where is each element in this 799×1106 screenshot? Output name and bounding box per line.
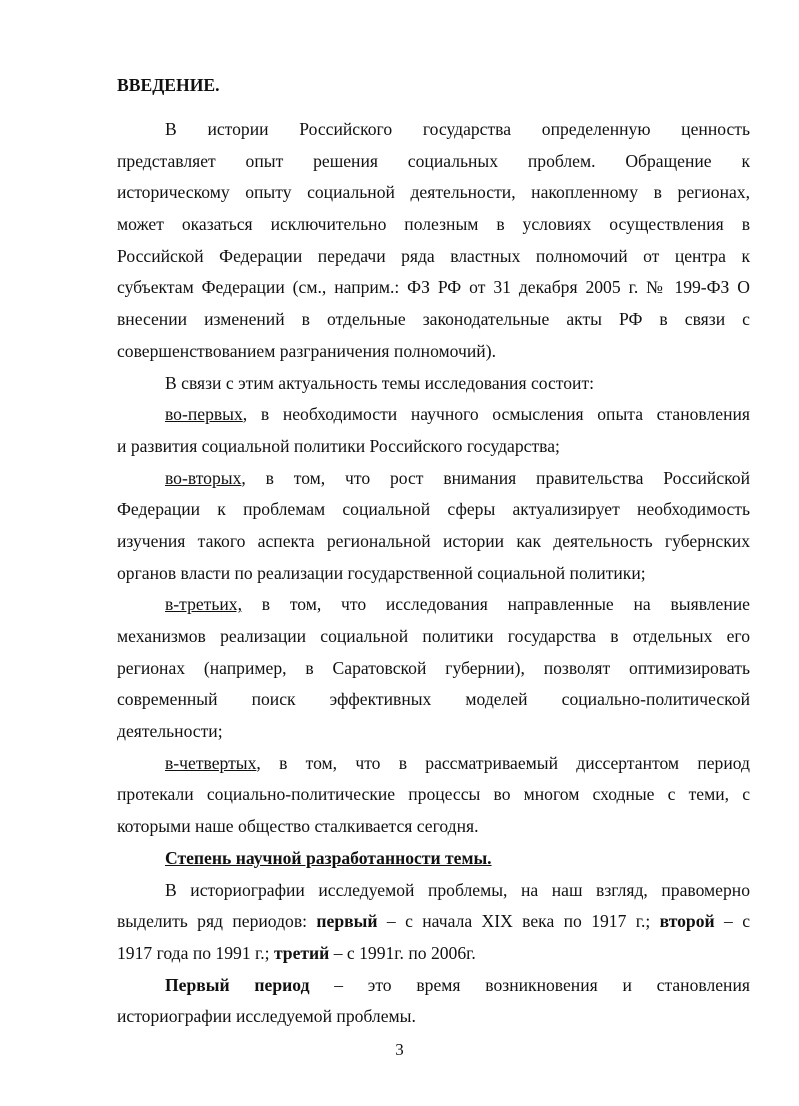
text-line <box>117 779 750 811</box>
text-line <box>117 241 750 273</box>
text-segment: историческому опыту социальной деятельности, накопленному в регионах, <box>117 182 750 203</box>
text-segment: которыми наше общество сталкивается сегодня. <box>117 816 479 837</box>
text-line <box>117 1001 750 1033</box>
text-segment: , в том, что рост внимания правительства Российской <box>241 467 750 488</box>
text-segment: – с начала XIX века по 1917 г.; <box>377 911 660 932</box>
text-segment: В историографии исследуемой проблемы, на наш взгляд, правомерно <box>165 879 750 900</box>
text-line <box>117 494 750 526</box>
text-segment: историографии исследуемой проблемы. <box>117 1006 416 1027</box>
text-line <box>117 336 750 368</box>
text-line <box>117 843 750 875</box>
text-segment: – с <box>714 911 750 932</box>
text-line <box>117 716 750 748</box>
bold-text: Первый период <box>165 974 310 995</box>
text-line <box>117 177 750 209</box>
bold-text: третий <box>273 942 330 963</box>
text-segment: Федерации к проблемам социальной сферы актуализирует необходимость <box>117 499 750 520</box>
text-segment: субъектам Федерации (см., наприм.: ФЗ РФ от 31 декабря 2005 г. № 199-ФЗ О <box>117 277 750 298</box>
page-body <box>117 72 750 1033</box>
text-line <box>117 621 750 653</box>
text-segment: деятельности; <box>117 721 223 742</box>
text-segment: механизмов реализации социальной политики государства в отдельных его <box>117 626 750 646</box>
text-segment: В связи с этим актуальность темы исследования состоит: <box>165 372 595 393</box>
bold-text: второй <box>659 911 715 932</box>
section-title: ВВЕДЕНИЕ. <box>117 75 220 95</box>
text-line <box>117 875 750 907</box>
text-segment: 1917 года по 1991 г.; <box>117 942 274 963</box>
underlined-text: Степень научной разработанности темы. <box>165 847 492 868</box>
underlined-text: во-первых <box>165 404 243 425</box>
text-segment: может оказаться исключительно полезным в условиях осуществления в <box>117 214 750 235</box>
text-segment: представляет опыт решения социальных проблем. Обращение к <box>117 150 750 171</box>
text-segment: , в необходимости научного осмысления опыта становления <box>242 404 750 425</box>
text-segment: в том, что исследования направленные на выявление <box>242 594 750 615</box>
text-line <box>117 146 750 178</box>
text-line <box>117 589 750 621</box>
text-segment: Российской Федерации передачи ряда властных полномочий от центра к <box>117 245 750 266</box>
text-segment: совершенствованием разграничения полномочий). <box>117 340 496 361</box>
text-segment: внесении изменений в отдельные законодательные акты РФ в связи с <box>117 309 750 330</box>
text-line <box>117 304 750 336</box>
text-line <box>117 748 750 780</box>
text-line <box>117 653 750 685</box>
text-line <box>117 526 750 558</box>
text-segment: выделить ряд периодов: <box>117 911 317 932</box>
text-segment: протекали социально-политические процессы во многом сходные с теми, с <box>117 784 750 805</box>
text-segment: регионах (например, в Саратовской губернии), позволят оптимизировать <box>117 657 750 678</box>
text-line <box>117 811 750 843</box>
text-segment: В истории Российского государства определенную ценность <box>165 119 750 139</box>
text-line <box>117 399 750 431</box>
text-segment: – с 1991г. по 2006г. <box>329 942 476 963</box>
text-segment: современный поиск эффективных моделей социально-политической <box>117 689 750 710</box>
body-text <box>117 114 750 1033</box>
text-segment: и развития социальной политики Российского государства; <box>117 435 560 456</box>
underlined-text: в-четвертых <box>165 752 257 773</box>
text-line <box>117 431 750 463</box>
text-segment: , в том, что в рассматриваемый диссертантом период <box>256 752 750 773</box>
text-line <box>117 209 750 241</box>
text-segment: изучения такого аспекта региональной истории как деятельность губернских <box>117 530 750 551</box>
page-number: 3 <box>395 1040 404 1059</box>
text-line <box>117 970 750 1002</box>
text-line <box>117 558 750 590</box>
text-line <box>117 906 750 938</box>
text-line <box>117 272 750 304</box>
text-line <box>117 938 750 970</box>
text-line <box>117 684 750 716</box>
text-line <box>117 114 750 146</box>
text-line <box>117 463 750 495</box>
text-line <box>117 368 750 400</box>
text-segment: – это время возникновения и становления <box>309 974 750 995</box>
text-segment: органов власти по реализации государственной социальной политики; <box>117 562 646 583</box>
underlined-text: во-вторых <box>165 467 242 488</box>
underlined-text: в-третьих, <box>165 594 242 615</box>
bold-text: первый <box>316 911 378 932</box>
